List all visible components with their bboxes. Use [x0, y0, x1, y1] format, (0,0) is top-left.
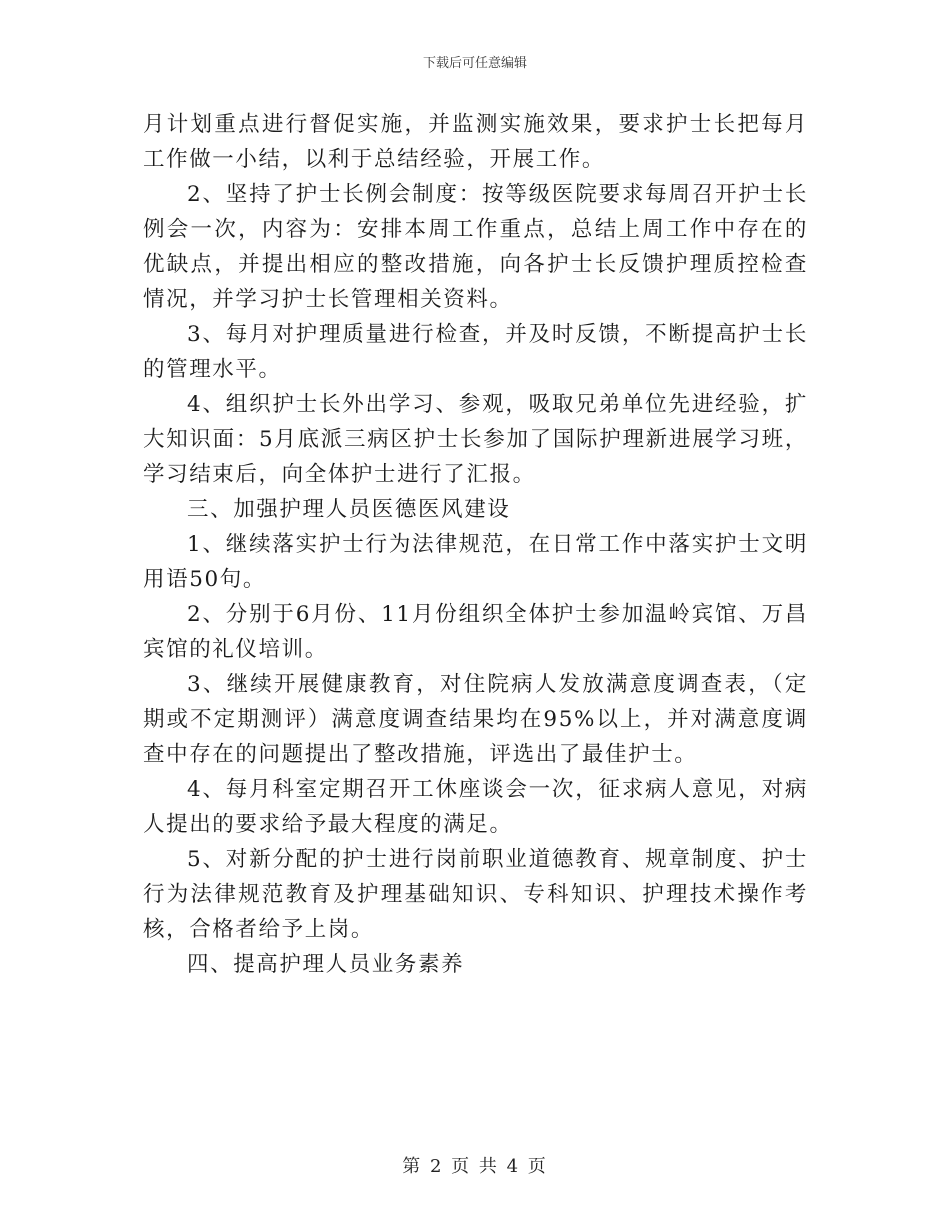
paragraph: 4、每月科室定期召开工休座谈会一次，征求病人意见，对病人提出的要求给予最大程度的满足。 — [143, 777, 808, 837]
paragraph: 5、对新分配的护士进行岗前职业道德教育、规章制度、护士行为法律规范教育及护理基础知识、专科知识、护理技术操作考核，合格者给予上岗。 — [143, 847, 808, 942]
section-heading: 四、提高护理人员业务素养 — [187, 952, 465, 977]
page-header: 下载后可任意编辑 — [422, 56, 527, 71]
paragraph: 1、继续落实护士行为法律规范，在日常工作中落实护士文明用语50句。 — [143, 532, 808, 592]
paragraph: 3、每月对护理质量进行检查，并及时反馈，不断提高护士长的管理水平。 — [143, 322, 808, 382]
paragraph: 3、继续开展健康教育，对住院病人发放满意度调查表，（定期或不定期测评）满意度调查结果均在95%以上，并对满意度调查中存在的问题提出了整改措施，评选出了最佳护士。 — [143, 672, 808, 767]
paragraph: 4、组织护士长外出学习、参观，吸取兄弟单位先进经验，扩大知识面：5月底派三病区护士长参加了国际护理新进展学习班，学习结束后，向全体护士进行了汇报。 — [143, 392, 808, 487]
paragraph: 月计划重点进行督促实施，并监测实施效果，要求护士长把每月工作做一小结，以利于总结经验，开展工作。 — [143, 112, 808, 172]
paragraph: 2、坚持了护士长例会制度：按等级医院要求每周召开护士长例会一次，内容为：安排本周工作重点，总结上周工作中存在的优缺点，并提出相应的整改措施，向各护士长反馈护理质控检查情况，并学习护士长管理相关资料。 — [143, 182, 808, 312]
section-heading: 三、加强护理人员医德医风建设 — [187, 497, 511, 522]
page-footer: 第 2 页 共 4 页 — [402, 1156, 548, 1177]
document-body — [143, 107, 808, 982]
paragraph: 2、分别于6月份、11月份组织全体护士参加温岭宾馆、万昌宾馆的礼仪培训。 — [143, 602, 808, 662]
